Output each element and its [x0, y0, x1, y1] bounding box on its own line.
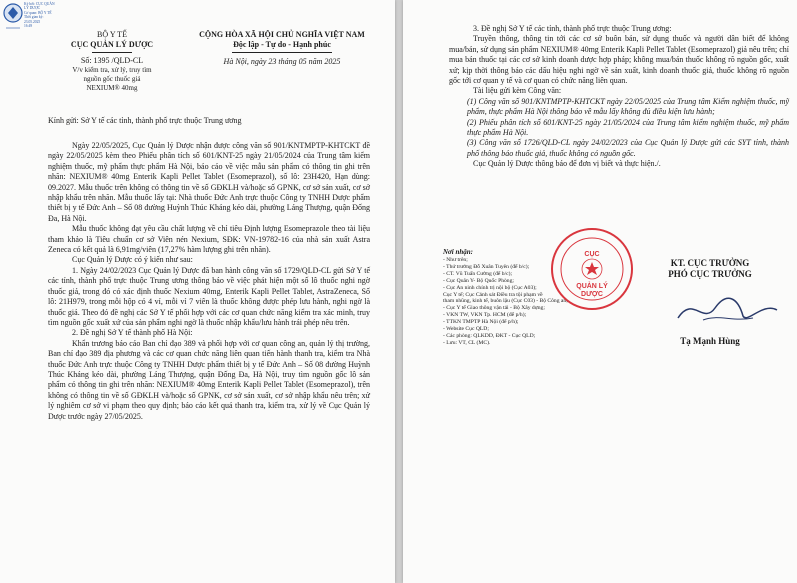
subject-line: nguồn gốc thuốc giả — [83, 75, 141, 84]
recipient-item: tham nhũng, kinh tế, buôn lậu (Cục C03) - Bộ Công an; — [443, 298, 568, 305]
document-number: Số: 1395 /QLD-CL — [80, 55, 144, 65]
svg-text:QUẢN LÝ: QUẢN LÝ — [576, 283, 608, 290]
body-paragraph: Truyền thông, thông tin tới các cơ sở buôn bán, sử dụng thuốc và người dân biết để không mua/bán, sử dụng sản phẩm NEXIUM® 40mg Enterik Kapli Pellet Tablet (Esomeprazol) giả nêu trên; chỉ mua bán thuốc tại các cơ sở kinh doanh dược hợp pháp; không mua/bán thuốc không rõ nguồn gốc, xuất xứ; kịp thời thông báo các dấu hiệu nghi ngờ về sản xuất, kinh doanh thuốc giả, thuốc không rõ nguồn gốc tới cơ quan y tế và cơ quan có chức năng liên quan. — [449, 34, 789, 86]
recipient-item: - Các phòng: QLKDD, ĐKT - Cục QLD; — [443, 332, 536, 339]
divider — [232, 52, 332, 53]
body-paragraph: Cục Quản lý Dược có ý kiến như sau: — [72, 255, 193, 265]
svg-text:DƯỢC: DƯỢC — [581, 291, 603, 298]
recipient-item: - Thứ trưởng Đỗ Xuân Tuyên (để b/c); — [443, 263, 530, 270]
recipient-item: - Như trên; — [443, 257, 468, 263]
attachments-title: Tài liệu gửi kèm Công văn: — [473, 86, 562, 96]
handwritten-signature-icon — [673, 290, 783, 330]
subject-line: V/v kiểm tra, xử lý, truy tìm — [72, 66, 152, 75]
left-header — [42, 30, 182, 93]
official-seal-icon — [549, 226, 635, 312]
national-motto: Độc lập - Tự do - Hạnh phúc — [233, 40, 331, 50]
signer-name: Tạ Mạnh Hùng — [680, 336, 740, 346]
body-paragraph: 2. Đề nghị Sở Y tế thành phố Hà Nội: — [72, 328, 193, 338]
recipients-title: Nơi nhận: — [443, 248, 474, 256]
place-date: Hà Nội, ngày 23 tháng 05 năm 2025 — [223, 56, 341, 66]
attachment-item: (1) Công văn số 901/KNTMPTP-KHTCKT ngày 22/05/2025 của Trung tâm Kiểm nghiệm thuốc, mỹ phẩm, thực phẩm Hà Nội thông báo về mẫu lấy không đủ điều kiện lưu hành; — [467, 96, 789, 117]
signature-block — [635, 258, 785, 280]
recipient-item: - Cục Y tế Giao thông vận tải - Bộ Xây dựng; — [443, 305, 545, 312]
attachment-item: (3) Công văn số 1726/QLD-CL ngày 24/02/2023 của Cục Quản lý Dược gửi các SYT tỉnh, thành phố thông báo thuốc giả, thuốc không có nguồn gốc. — [467, 138, 789, 158]
recipient-item: - Cục An ninh chính trị nội bộ (Cục A03); — [443, 284, 537, 291]
department-name: CỤC QUẢN LÝ DƯỢC — [70, 40, 154, 50]
document-page-1 — [0, 0, 395, 583]
body-paragraph: 1. Ngày 24/02/2023 Cục Quản lý Dược đã ban hành công văn số 1729/QLD-CL gửi Sở Y tế các tỉnh, thành phố trực thuộc Trung ương thông báo về việc phát hiện một số lô thuốc nghi ngờ thuốc giả, trong đó có xác định thuốc Nexium 40mg, Enterik Kapli Pellet Tablet, AstraZeneca, Số lô: 21H979, trong mỗi hộp có 4 vỉ, mỗi vỉ 7 viên là thuốc không được phép lưu hành, nghi ngờ là thuốc giả. Theo đó đề nghị các Sở Y tế phối hợp với các cơ quan chức năng kiểm tra xác minh, truy tìm nguồn gốc xuất xứ của sản phẩm nghi ngờ là thuốc nhập khẩu/lưu hành trái phép nêu trên. — [48, 265, 370, 327]
recipient-line: Kính gửi: Sở Y tế các tỉnh, thành phố trực thuộc Trung ương — [48, 116, 242, 125]
country-name: CỘNG HÒA XÃ HỘI CHỦ NGHĨA VIỆT NAM — [199, 30, 365, 39]
document-page-2 — [403, 0, 797, 583]
signer-title: PHÓ CỤC TRƯỞNG — [668, 269, 752, 279]
page2-body — [449, 24, 789, 170]
svg-text:CỤC: CỤC — [584, 251, 600, 258]
right-header — [172, 30, 392, 67]
recipient-item: - Website Cục QLD; — [443, 326, 489, 333]
recipient-item: - VKN TW, VKN Tp. HCM (để p/h); — [443, 312, 527, 319]
body-paragraph: 3. Đề nghị Sở Y tế các tỉnh, thành phố trực thuộc Trung ương: — [473, 24, 672, 33]
closing-sentence: Cục Quản lý Dược thông báo để đơn vị biết và thực hiện./. — [473, 159, 661, 169]
stamp-text: Ký bởi: CỤC QUẢN LÝ DƯỢC Cơ quan: BỘ Y TẾ Thời gian ký: 23.05.2025 16:49 — [24, 2, 55, 29]
page1-body — [48, 141, 370, 422]
attachment-list — [449, 97, 789, 159]
recipient-item: - Lưu: VT, CL (MC). — [443, 339, 491, 346]
ministry-name: BỘ Y TẾ — [97, 30, 127, 39]
recipient-item: - CT. Vũ Tuấn Cường (để b/c); — [443, 270, 513, 277]
subject-line: NEXIUM® 40mg — [86, 84, 138, 93]
body-paragraph: Ngày 22/05/2025, Cục Quản lý Dược nhận được công văn số 901/KNTMPTP-KHTCKT đề ngày 22/05/2025 kèm theo Phiếu phân tích số 601/KNT-25 ngày 21/05/2024 của Trung tâm kiểm nghiệm thuốc, mỹ phẩm thực phẩm Hà Nội, báo cáo về việc mẫu sản phẩm có thông tin ghi trên nhãn: NEXIUM® 40mg Enterik Kapli Pellet Tablet (Esomeprazol), số lô: 23H420, Hạn dùng: 09.2027. Mẫu thuốc trên không có thông tin về số GĐKLH và/hoặc số GPNK, cơ sở sản xuất, cơ sở nhập khẩu trên nhãn. Mẫu thuốc lấy tại: Nhà thuốc Đức Anh trực thuộc Công ty TNHH Dược phẩm thiết bị y tế Đức Anh – Số 08 đường Huỳnh Thúc Kháng kéo dài, phường Láng Thượng, quận Đống Đa, Hà Nội. — [48, 141, 370, 223]
body-paragraph: Mẫu thuốc không đạt yêu cầu chất lượng về chỉ tiêu Định lượng Esomeprazole theo tài liệu tham khảo là Tiêu chuẩn cơ sở Viên nén Nexium, SĐK: VN-19782-16 của nhà sản xuất Astra Zeneca có kết quả là 6,91mg/viên (17,27% hàm lượng ghi trên nhãn). — [48, 224, 370, 255]
recipient-item: Cục Y tế; Cục Cảnh sát Điều tra tội phạm về — [443, 291, 543, 298]
recipient-item: - Cục Quân Y- Bộ Quốc Phòng; — [443, 277, 514, 284]
divider — [92, 52, 132, 53]
signer-title: KT. CỤC TRƯỞNG — [670, 258, 750, 268]
attachment-item: (2) Phiếu phân tích số 601/KNT-25 ngày 21/05/2024 của Trung tâm kiểm nghiệm thuốc, mỹ phẩm thực phẩm Hà Nội. — [467, 117, 789, 138]
recipient-item: - TTKN TMPTP Hà Nội (để p/h); — [443, 319, 519, 326]
body-paragraph: Khẩn trương báo cáo Ban chỉ đạo 389 và phối hợp với cơ quan công an, quản lý thị trường, Ban chỉ đạo 389 địa phương và các cơ quan chức năng liên quan tiến hành thanh tra, kiểm tra Nhà thuốc Đức Anh trực thuộc Công ty TNHH Dược phẩm thiết bị y tế Đức Anh – Số 08 đường Huỳnh Thúc Kháng kéo dài, phường Láng Thượng, quận Đống Đa, Hà Nội, truy tìm nguồn gốc lô sản phẩm có thông tin ghi trên nhãn: NEXIUM® 40mg Enterik Kapli Pellet Tablet (Esomeprazol), trên không có thông tin về số GĐKLH và/hoặc số GPNK, cơ sở sản xuất, cơ sở nhập khẩu nêu trên; xử lý nghiêm cơ sở vi phạm theo quy định; báo cáo kết quả thanh tra, kiểm tra, xử lý về Cục Quản lý Dược trước ngày 27/05/2025. — [48, 338, 370, 421]
